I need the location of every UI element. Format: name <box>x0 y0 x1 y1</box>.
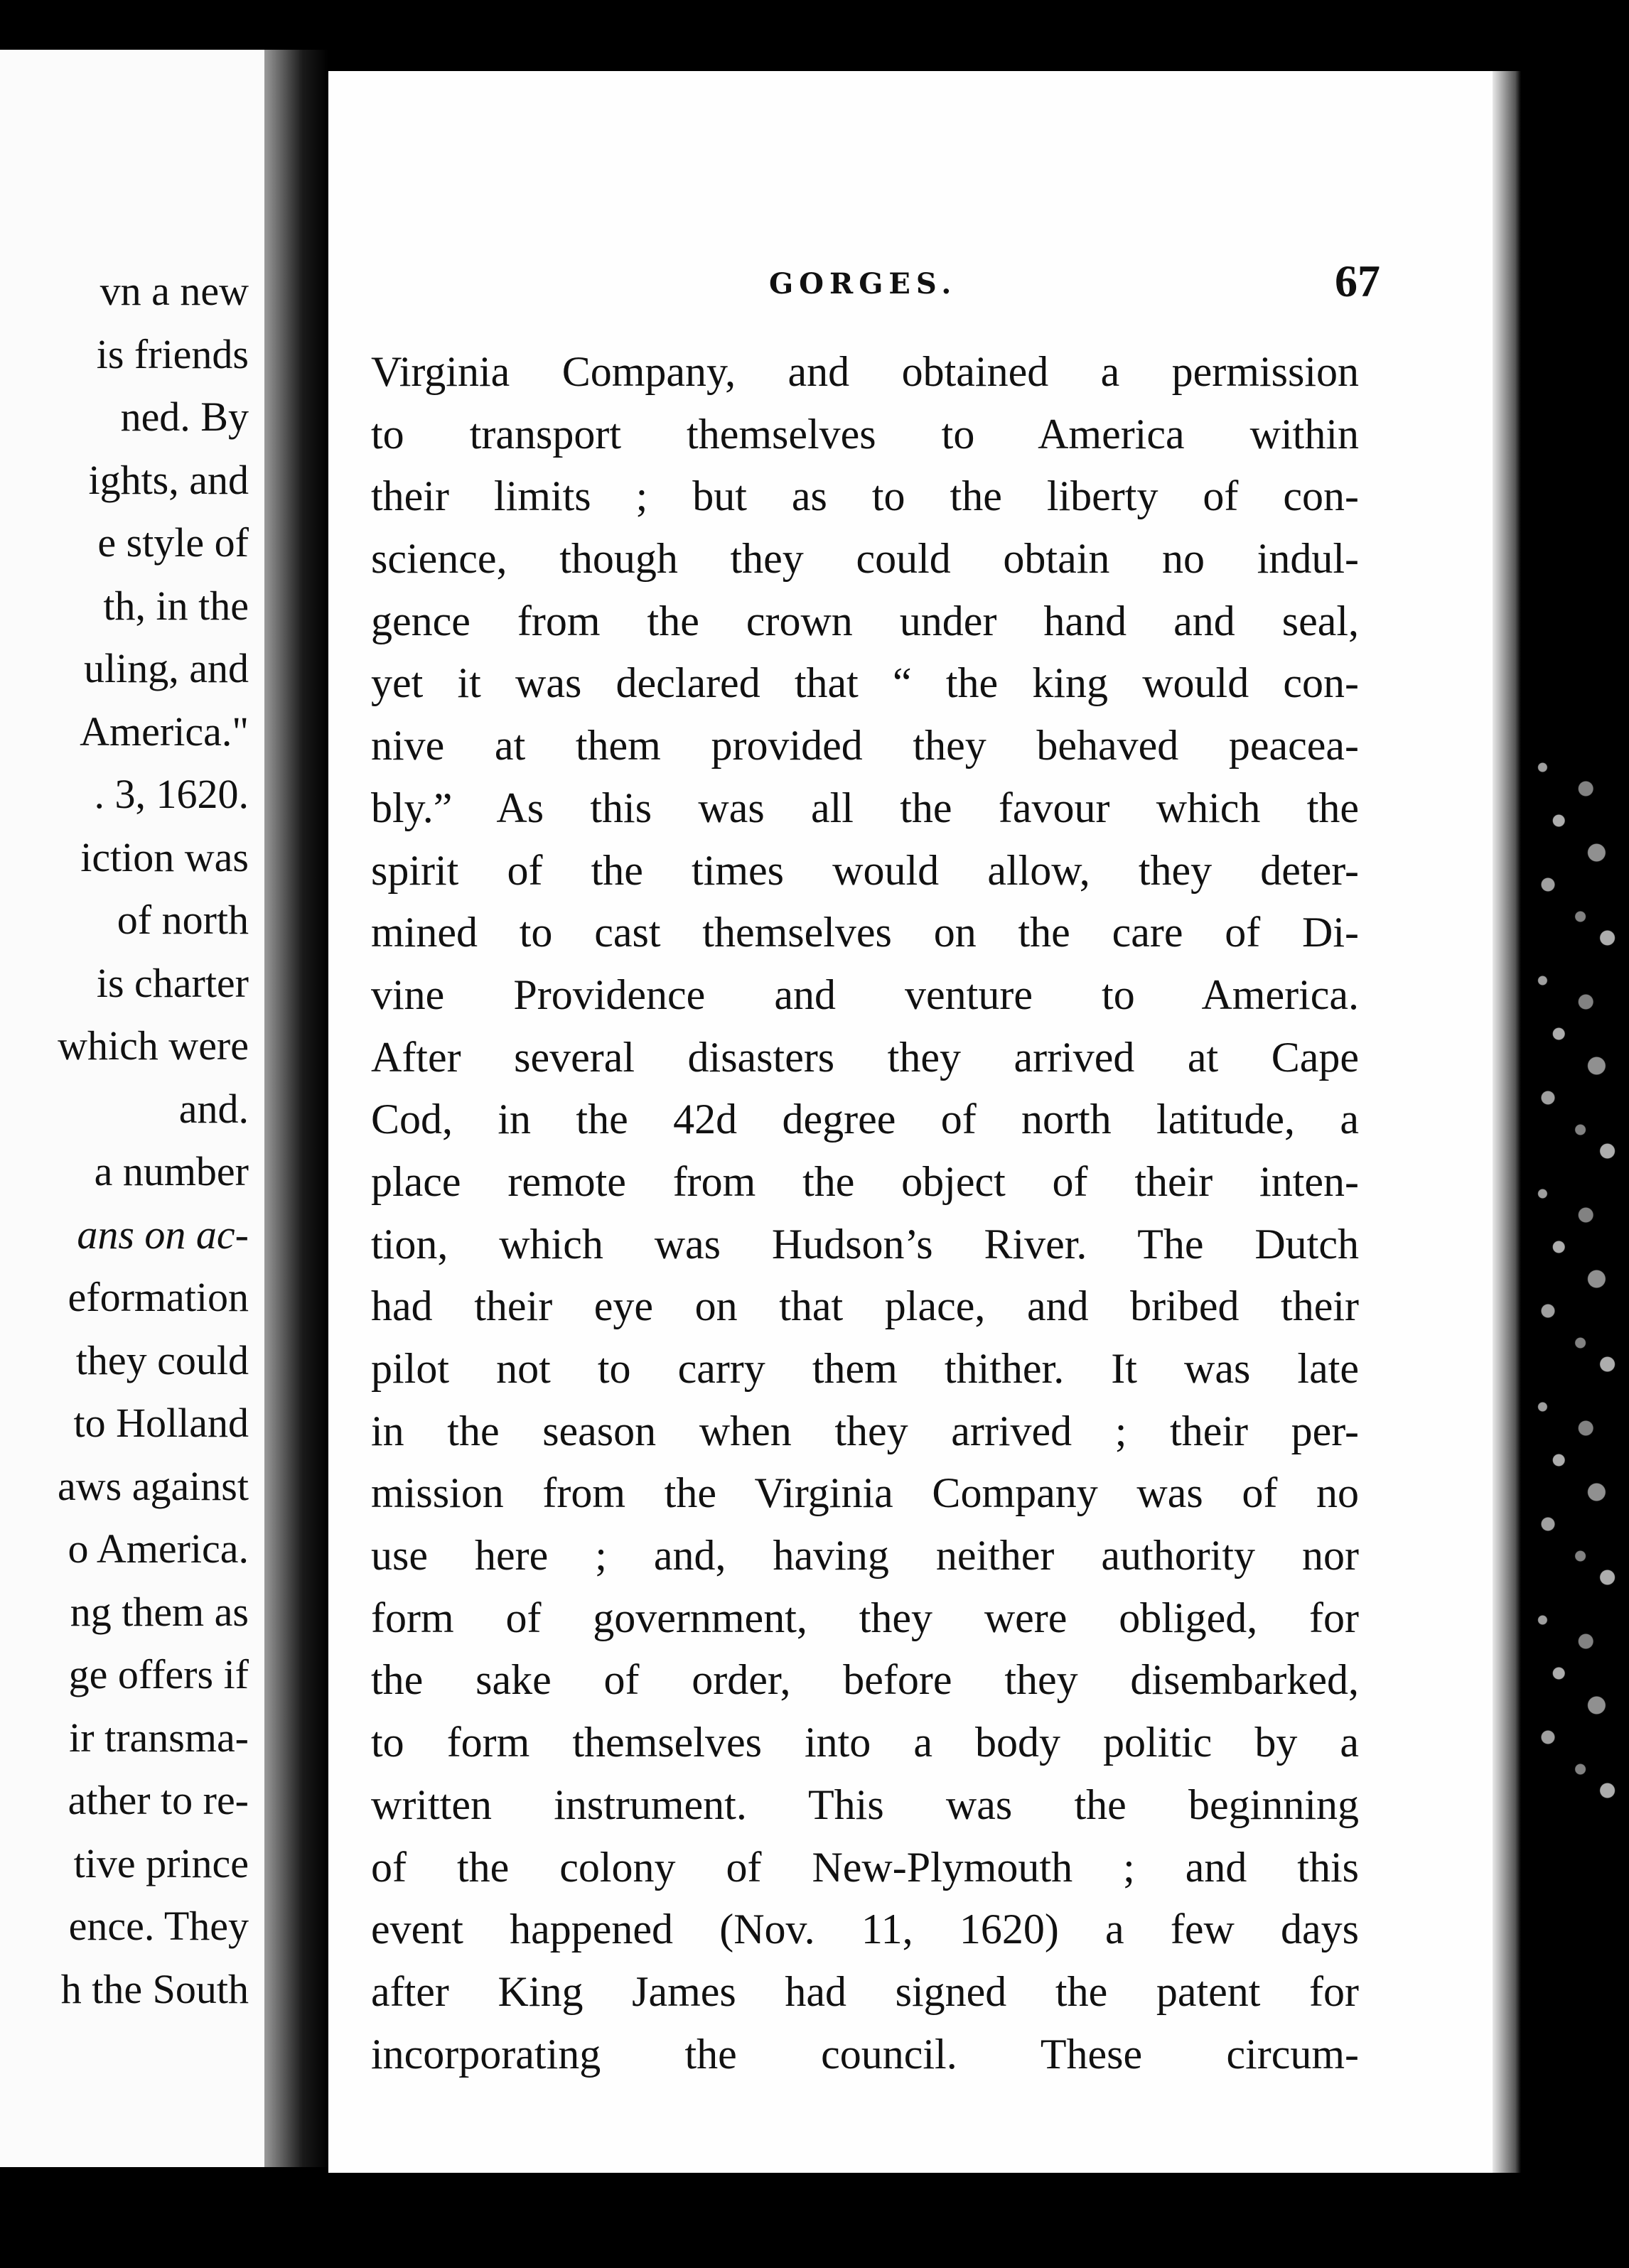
text-line: uling, and <box>84 645 249 691</box>
text-line: use here ; and, having neither authority nor <box>371 1532 1359 1580</box>
text-line: iction was <box>80 833 249 880</box>
text-line: to form themselves into a body politic by a <box>371 1719 1359 1766</box>
text-line: of north <box>117 897 249 943</box>
text-line: America." <box>80 708 249 755</box>
text-line: ned. By <box>120 394 249 440</box>
text-line: tive prince <box>73 1840 249 1886</box>
page-number: 67 <box>1335 256 1380 306</box>
right-page <box>328 71 1512 2173</box>
text-line: o America. <box>68 1526 249 1572</box>
text-line: ans on ac- <box>77 1211 249 1258</box>
text-line: to transport themselves to America within <box>371 410 1359 458</box>
text-line: mined to cast themselves on the care of Di- <box>371 909 1359 956</box>
text-line: written instrument. This was the beginning <box>371 1781 1359 1828</box>
text-line: a number <box>94 1148 249 1194</box>
text-line: to Holland <box>73 1400 249 1446</box>
text-line: mission from the Virginia Company was of no <box>371 1469 1359 1517</box>
text-line: After several disasters they arrived at Cape <box>371 1033 1359 1081</box>
text-line: incorporating the council. These circum- <box>371 2030 1359 2078</box>
text-line: in the season when they arrived ; their per- <box>371 1407 1359 1454</box>
text-line: Cod, in the 42d degree of north latitude, a <box>371 1096 1359 1143</box>
text-line: event happened (Nov. 11, 1620) a few days <box>371 1906 1359 1953</box>
text-line: Virginia Company, and obtained a permission <box>371 348 1359 395</box>
left-page-text <box>58 260 249 2021</box>
body-text <box>371 341 1359 2085</box>
text-line: vn a new <box>100 268 249 314</box>
left-page <box>0 50 277 2167</box>
text-line: which were <box>58 1022 249 1069</box>
text-line: ather to re- <box>68 1777 249 1823</box>
text-line: . 3, 1620. <box>94 771 249 817</box>
text-line: their limits ; but as to the liberty of con- <box>371 472 1359 520</box>
text-line: is charter <box>96 959 249 1006</box>
scan-background <box>1521 746 1629 1812</box>
text-line: ence. They <box>68 1903 249 1949</box>
page-header <box>328 256 1512 313</box>
book-gutter <box>264 50 328 2167</box>
text-line: th, in the <box>103 582 249 629</box>
text-line: had their eye on that place, and bribed their <box>371 1282 1359 1330</box>
text-line: place remote from the object of their inten- <box>371 1157 1359 1205</box>
text-line: ir transma- <box>69 1714 249 1761</box>
text-line: spirit of the times would allow, they deter- <box>371 846 1359 894</box>
text-line: and. <box>178 1085 249 1132</box>
text-line: science, though they could obtain no indul- <box>371 535 1359 583</box>
text-line: nive at them provided they behaved peacea- <box>371 722 1359 770</box>
text-line: pilot not to carry them thither. It was late <box>371 1345 1359 1392</box>
running-head: GORGES. <box>769 267 957 301</box>
text-line: form of government, they were obliged, for <box>371 1594 1359 1641</box>
text-line: tion, which was Hudson’s River. The Dutch <box>371 1220 1359 1268</box>
text-line: after King James had signed the patent for <box>371 1967 1359 2015</box>
text-line: yet it was declared that “ the king would con- <box>371 659 1359 707</box>
text-line: is friends <box>96 330 249 377</box>
text-line: ights, and <box>88 456 249 503</box>
text-line: they could <box>75 1336 249 1383</box>
text-line: aws against <box>58 1462 249 1509</box>
text-line: the sake of order, before they disembarked, <box>371 1656 1359 1704</box>
text-line: bly.” As this was all the favour which the <box>371 784 1359 831</box>
text-line: h the South <box>60 1965 249 2012</box>
text-line: of the colony of New-Plymouth ; and this <box>371 1843 1359 1891</box>
text-line: vine Providence and venture to America. <box>371 971 1359 1018</box>
text-line: gence from the crown under hand and seal, <box>371 597 1359 644</box>
page-edge <box>1493 71 1521 2173</box>
text-line: ng them as <box>70 1588 249 1635</box>
text-line: ge offers if <box>68 1651 249 1697</box>
text-line: eformation <box>68 1274 249 1320</box>
text-line: e style of <box>97 519 249 566</box>
